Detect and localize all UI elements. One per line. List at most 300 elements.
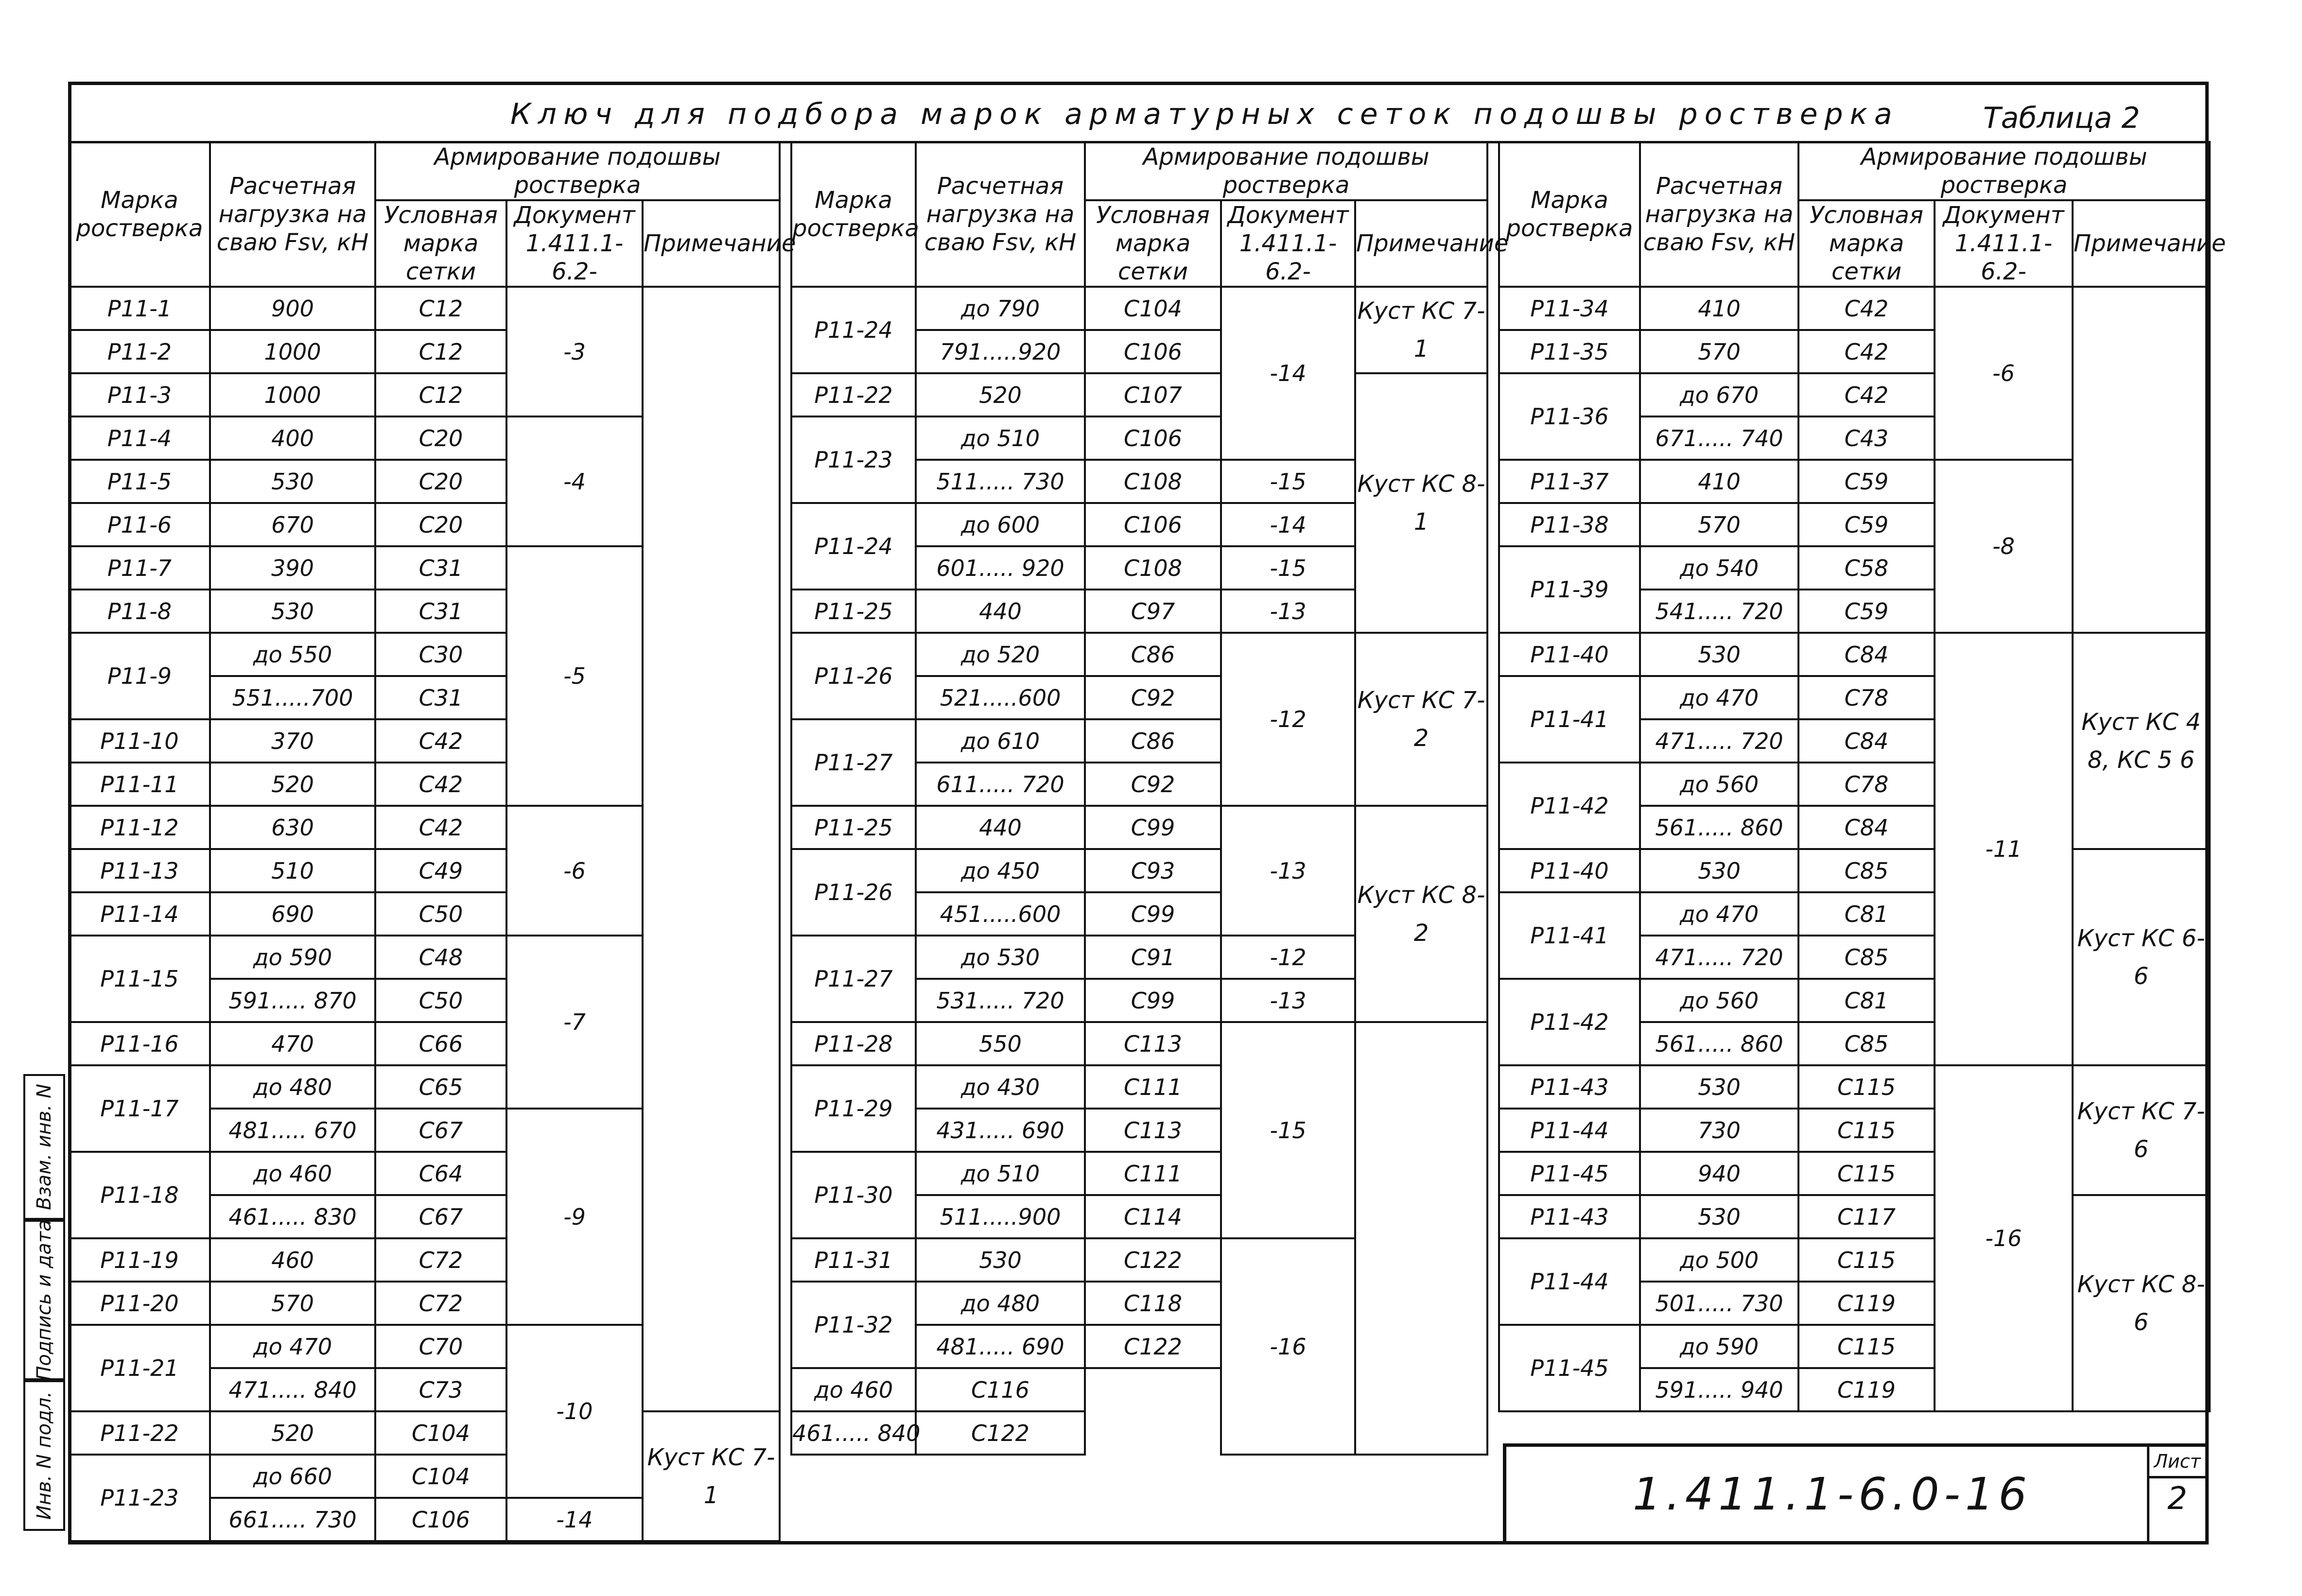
cell-load: до 430 [916, 1065, 1085, 1109]
cell-mark: Р11-12 [69, 806, 210, 849]
cell-note: Куст КС 8-2 [1355, 806, 1487, 1022]
cell-mark: Р11-4 [69, 416, 210, 460]
cell-mark: Р11-27 [791, 936, 916, 1022]
cell-doc: -14 [1221, 503, 1355, 546]
cell-load: 671..... 740 [1640, 416, 1798, 460]
table-row [791, 1022, 1487, 1065]
cell-doc: -14 [1221, 287, 1355, 460]
header-mark: Марка ростверка [791, 142, 916, 287]
cell-mesh: С113 [1085, 1109, 1221, 1152]
cell-doc: -8 [1935, 460, 2073, 633]
cell-mark: Р11-10 [69, 719, 210, 763]
cell-mark: Р11-25 [791, 590, 916, 633]
table-row [1499, 633, 2210, 676]
cell-mark: Р11-1 [69, 287, 210, 330]
cell-mark: Р11-9 [69, 633, 210, 719]
cell-mark: Р11-45 [1499, 1325, 1640, 1411]
cell-mark: Р11-8 [69, 590, 210, 633]
cell-doc: -10 [506, 1325, 643, 1498]
cell-load: до 510 [916, 416, 1085, 460]
cell-load: 440 [916, 806, 1085, 849]
cell-doc: -3 [506, 287, 643, 416]
cell-note: Куст КС 6-6 [2073, 849, 2210, 1065]
cell-doc: -9 [506, 1109, 643, 1325]
table-number: Таблица 2 [1983, 101, 2140, 135]
cell-mark: Р11-17 [69, 1065, 210, 1152]
cell-mesh: С113 [1085, 1022, 1221, 1065]
cell-load: 471..... 720 [1640, 719, 1798, 763]
cell-load: до 530 [916, 936, 1085, 979]
cell-load: 511.....900 [916, 1195, 1085, 1238]
cell-load: 1000 [210, 373, 375, 416]
cell-load: 630 [210, 806, 375, 849]
cell-mark: Р11-26 [791, 849, 916, 936]
cell-mesh: С104 [375, 1455, 506, 1498]
cell-mark: Р11-18 [69, 1152, 210, 1238]
cell-mesh: С86 [1085, 633, 1221, 676]
cell-mark: Р11-40 [1499, 633, 1640, 676]
cell-mesh: С42 [1798, 373, 1935, 416]
cell-load: 451.....600 [916, 892, 1085, 936]
header-doc: Документ 1.411.1-6.2- [506, 200, 643, 287]
cell-load: 431..... 690 [916, 1109, 1085, 1152]
cell-doc: -13 [1221, 590, 1355, 633]
cell-note [1355, 1022, 1487, 1455]
cell-mark: Р11-23 [791, 416, 916, 503]
cell-load: 460 [210, 1238, 375, 1282]
cell-load: 471..... 840 [210, 1368, 375, 1411]
cell-mesh: С107 [1085, 373, 1221, 416]
table-row [791, 287, 1487, 330]
cell-mark: Р11-27 [791, 719, 916, 806]
cell-mesh: С119 [1798, 1368, 1935, 1411]
cell-load: 530 [210, 590, 375, 633]
cell-mesh: С115 [1798, 1065, 1935, 1109]
side-label: Подпись и дата [33, 1219, 55, 1381]
cell-mesh: С118 [1085, 1282, 1221, 1325]
cell-load: до 460 [791, 1368, 916, 1411]
cell-load: 481..... 670 [210, 1109, 375, 1152]
cell-mesh: С70 [375, 1325, 506, 1368]
cell-load: 520 [210, 763, 375, 806]
header-note: Примечание [2073, 200, 2210, 287]
cell-mesh: С84 [1798, 719, 1935, 763]
cell-mesh: С12 [375, 287, 506, 330]
cell-mark: Р11-11 [69, 763, 210, 806]
cell-load: 470 [210, 1022, 375, 1065]
cell-doc: -13 [1221, 979, 1355, 1022]
cell-load: 591..... 870 [210, 979, 375, 1022]
cell-mark: Р11-15 [69, 936, 210, 1022]
sheet-number: 2 [2167, 1481, 2187, 1517]
cell-load: 730 [1640, 1109, 1798, 1152]
header-load: Расчетная нагрузка на сваю Fsv, кН [916, 142, 1085, 287]
table-row [791, 806, 1487, 849]
cell-load: до 560 [1640, 763, 1798, 806]
cell-mesh: С72 [375, 1238, 506, 1282]
header-mark: Марка ростверка [1499, 142, 1640, 287]
cell-load: 531..... 720 [916, 979, 1085, 1022]
cell-mark: Р11-43 [1499, 1065, 1640, 1109]
cell-mark: Р11-44 [1499, 1109, 1640, 1152]
cell-mark: Р11-39 [1499, 546, 1640, 633]
cell-mark: Р11-16 [69, 1022, 210, 1065]
cell-load: 530 [1640, 1195, 1798, 1238]
cell-mesh: С99 [1085, 806, 1221, 849]
cell-mark: Р11-44 [1499, 1238, 1640, 1325]
cell-mesh: С115 [1798, 1109, 1935, 1152]
cell-mark: Р11-35 [1499, 330, 1640, 373]
cell-load: до 510 [916, 1152, 1085, 1195]
cell-mesh: С111 [1085, 1152, 1221, 1195]
cell-mesh: С48 [375, 936, 506, 979]
cell-mesh: С20 [375, 416, 506, 460]
side-cell-replace [23, 1074, 65, 1220]
cell-load: 530 [1640, 849, 1798, 892]
cell-note: Куст КС 7-2 [1355, 633, 1487, 806]
cell-mesh: С59 [1798, 460, 1935, 503]
cell-mesh: С108 [1085, 546, 1221, 590]
cell-mesh: С106 [375, 1498, 506, 1541]
cell-doc: -5 [506, 546, 643, 806]
cell-load: до 600 [916, 503, 1085, 546]
cell-mesh: С104 [375, 1411, 506, 1455]
cell-mesh: С85 [1798, 936, 1935, 979]
header-doc: Документ 1.411.1-6.2- [1221, 200, 1355, 287]
cell-mesh: С42 [1798, 330, 1935, 373]
cell-mark: Р11-21 [69, 1325, 210, 1411]
cell-load: до 480 [916, 1282, 1085, 1325]
cell-load: до 560 [1640, 979, 1798, 1022]
cell-mesh: С81 [1798, 892, 1935, 936]
cell-load: 520 [210, 1411, 375, 1455]
header-note: Примечание [1355, 200, 1487, 287]
cell-mark: Р11-32 [791, 1282, 916, 1368]
cell-load: 791.....920 [916, 330, 1085, 373]
cell-load: 611..... 720 [916, 763, 1085, 806]
cell-doc: -12 [1221, 633, 1355, 806]
cell-mesh: С67 [375, 1109, 506, 1152]
cell-load: до 610 [916, 719, 1085, 763]
cell-mesh: С122 [1085, 1325, 1221, 1368]
header-doc: Документ 1.411.1-6.2- [1935, 200, 2073, 287]
cell-mark: Р11-23 [69, 1455, 210, 1541]
cell-mesh: С42 [375, 719, 506, 763]
cell-doc: -16 [1935, 1065, 2073, 1411]
cell-note: Куст КС 8-1 [1355, 373, 1487, 633]
title-block [1503, 1443, 2209, 1544]
table-row [1499, 849, 2210, 892]
side-label: Взам. инв. N [33, 1084, 55, 1210]
cell-load: до 470 [210, 1325, 375, 1368]
cell-mesh: С106 [1085, 330, 1221, 373]
cell-mesh: С42 [375, 806, 506, 849]
cell-mark: Р11-25 [791, 806, 916, 849]
header-reinforcement: Армирование подошвы ростверка [375, 142, 780, 200]
cell-mark: Р11-13 [69, 849, 210, 892]
cell-mesh: С92 [1085, 676, 1221, 719]
cell-mesh: С117 [1798, 1195, 1935, 1238]
cell-mesh: С84 [1798, 806, 1935, 849]
cell-mesh: С59 [1798, 590, 1935, 633]
cell-mesh: С108 [1085, 460, 1221, 503]
cell-mesh: С31 [375, 546, 506, 590]
table-section-3 [1498, 141, 2226, 1412]
cell-mark: Р11-22 [791, 373, 916, 416]
cell-load: 591..... 940 [1640, 1368, 1798, 1411]
cell-load: 561..... 860 [1640, 806, 1798, 849]
cell-doc: -14 [506, 1498, 643, 1541]
cell-doc: -12 [1221, 936, 1355, 979]
cell-note: Куст КС 8-6 [2073, 1195, 2210, 1411]
header-load: Расчетная нагрузка на сваю Fsv, кН [1640, 142, 1798, 287]
cell-load: 530 [916, 1238, 1085, 1282]
cell-doc: -15 [1221, 460, 1355, 503]
header-mesh: Условная марка сетки [1798, 200, 1935, 287]
cell-mesh: С78 [1798, 676, 1935, 719]
cell-mesh: С31 [375, 590, 506, 633]
cell-doc: -7 [506, 936, 643, 1109]
cell-mesh: С85 [1798, 1022, 1935, 1065]
table-section-1 [68, 141, 796, 1542]
table-row [791, 633, 1487, 676]
cell-mark: Р11-26 [791, 633, 916, 719]
cell-mark: Р11-36 [1499, 373, 1640, 460]
cell-load: 570 [1640, 503, 1798, 546]
sheet-label: Лист [2149, 1447, 2205, 1478]
cell-mesh: С50 [375, 892, 506, 936]
cell-mesh: С31 [375, 676, 506, 719]
cell-load: 461..... 830 [210, 1195, 375, 1238]
cell-note: Куст КС 4 8, КС 5 6 [2073, 633, 2210, 849]
cell-mark: Р11-20 [69, 1282, 210, 1325]
cell-mesh: С81 [1798, 979, 1935, 1022]
cell-mesh: С99 [1085, 979, 1221, 1022]
cell-mark: Р11-14 [69, 892, 210, 936]
cell-mesh: С97 [1085, 590, 1221, 633]
cell-mark: Р11-45 [1499, 1152, 1640, 1195]
cell-load: 400 [210, 416, 375, 460]
cell-mesh: С114 [1085, 1195, 1221, 1238]
cell-load: до 790 [916, 287, 1085, 330]
cell-load: 521.....600 [916, 676, 1085, 719]
cell-mark: Р11-5 [69, 460, 210, 503]
cell-load: 440 [916, 590, 1085, 633]
cell-mark: Р11-3 [69, 373, 210, 416]
sheet-box [2147, 1447, 2205, 1541]
cell-load: 390 [210, 546, 375, 590]
cell-load: до 590 [210, 936, 375, 979]
document-code: 1.411.1-6.0-16 [1633, 1468, 2032, 1520]
cell-mesh: С72 [375, 1282, 506, 1325]
cell-mark: Р11-24 [791, 287, 916, 373]
cell-note [643, 287, 780, 1411]
cell-mesh: С12 [375, 373, 506, 416]
cell-mesh: С43 [1798, 416, 1935, 460]
header-mesh: Условная марка сетки [1085, 200, 1221, 287]
cell-doc: -16 [1221, 1238, 1355, 1455]
cell-mesh: С59 [1798, 503, 1935, 546]
header-mark: Марка ростверка [69, 142, 210, 287]
cell-mark: Р11-42 [1499, 763, 1640, 849]
cell-load: 570 [210, 1282, 375, 1325]
table-row [791, 373, 1487, 416]
header-reinforcement: Армирование подошвы ростверка [1085, 142, 1487, 200]
cell-mesh: С122 [1085, 1238, 1221, 1282]
cell-load: до 550 [210, 633, 375, 676]
cell-load: до 520 [916, 633, 1085, 676]
cell-load: до 590 [1640, 1325, 1798, 1368]
cell-mesh: С78 [1798, 763, 1935, 806]
cell-mark: Р11-29 [791, 1065, 916, 1152]
cell-mesh: С119 [1798, 1282, 1935, 1325]
cell-load: до 540 [1640, 546, 1798, 590]
header-note: Примечание [643, 200, 780, 287]
cell-mesh: С42 [375, 763, 506, 806]
table-row [69, 287, 780, 330]
cell-mark: Р11-41 [1499, 676, 1640, 763]
cell-mark: Р11-40 [1499, 849, 1640, 892]
header-reinforcement: Армирование подошвы ростверка [1798, 142, 2210, 200]
cell-load: 551.....700 [210, 676, 375, 719]
cell-mesh: С20 [375, 503, 506, 546]
cell-doc: -15 [1221, 1022, 1355, 1238]
cell-mesh: С111 [1085, 1065, 1221, 1109]
cell-doc: -6 [506, 806, 643, 936]
cell-mesh: С86 [1085, 719, 1221, 763]
cell-load: до 450 [916, 849, 1085, 892]
cell-load: 940 [1640, 1152, 1798, 1195]
cell-mark: Р11-28 [791, 1022, 916, 1065]
cell-load: 601..... 920 [916, 546, 1085, 590]
cell-load: 520 [916, 373, 1085, 416]
side-cell-sign [23, 1220, 65, 1380]
cell-doc: -6 [1935, 287, 2073, 460]
table-row [1499, 1195, 2210, 1238]
cell-mesh: С115 [1798, 1152, 1935, 1195]
cell-load: 530 [1640, 633, 1798, 676]
cell-mesh: С92 [1085, 763, 1221, 806]
cell-load: 900 [210, 287, 375, 330]
cell-load: до 670 [1640, 373, 1798, 416]
cell-load: до 470 [1640, 676, 1798, 719]
cell-load: 530 [1640, 1065, 1798, 1109]
cell-load: 530 [210, 460, 375, 503]
cell-note: Куст КС 7-1 [1355, 287, 1487, 373]
cell-mark: Р11-30 [791, 1152, 916, 1238]
cell-mesh: С20 [375, 460, 506, 503]
cell-mark: Р11-34 [1499, 287, 1640, 330]
cell-mesh: С30 [375, 633, 506, 676]
cell-load: 501..... 730 [1640, 1282, 1798, 1325]
cell-mesh: С12 [375, 330, 506, 373]
cell-load: 570 [1640, 330, 1798, 373]
cell-load: 550 [916, 1022, 1085, 1065]
cell-load: 561..... 860 [1640, 1022, 1798, 1065]
cell-mesh: С91 [1085, 936, 1221, 979]
cell-load: до 660 [210, 1455, 375, 1498]
cell-mark: Р11-31 [791, 1238, 916, 1282]
table-row [1499, 1065, 2210, 1109]
header-mesh: Условная марка сетки [375, 200, 506, 287]
cell-load: 541..... 720 [1640, 590, 1798, 633]
cell-load: 481..... 690 [916, 1325, 1085, 1368]
cell-load: 511..... 730 [916, 460, 1085, 503]
cell-load: до 500 [1640, 1238, 1798, 1282]
cell-mesh: С49 [375, 849, 506, 892]
cell-mark: Р11-43 [1499, 1195, 1640, 1238]
side-stamp [23, 1074, 65, 1531]
side-cell-inv [23, 1380, 65, 1531]
cell-note: Куст КС 7-6 [2073, 1065, 2210, 1195]
cell-load: 670 [210, 503, 375, 546]
cell-mark: Р11-19 [69, 1238, 210, 1282]
cell-load: 461..... 840 [791, 1411, 916, 1455]
page-title: Ключ для подбора марок арматурных сеток подошвы ростверка [510, 97, 1899, 131]
cell-mesh: С93 [1085, 849, 1221, 892]
cell-mark: Р11-6 [69, 503, 210, 546]
cell-mark: Р11-41 [1499, 892, 1640, 979]
cell-mark: Р11-22 [69, 1411, 210, 1455]
cell-mark: Р11-2 [69, 330, 210, 373]
cell-mark: Р11-37 [1499, 460, 1640, 503]
cell-mesh: С85 [1798, 849, 1935, 892]
cell-mesh: С73 [375, 1368, 506, 1411]
cell-mesh: С122 [916, 1411, 1085, 1455]
table-row [1499, 287, 2210, 330]
cell-mesh: С58 [1798, 546, 1935, 590]
cell-mesh: С66 [375, 1022, 506, 1065]
cell-mesh: С42 [1798, 287, 1935, 330]
cell-mark: Р11-38 [1499, 503, 1640, 546]
cell-mesh: С64 [375, 1152, 506, 1195]
cell-mark: Р11-7 [69, 546, 210, 590]
cell-doc: -15 [1221, 546, 1355, 590]
cell-load: 410 [1640, 287, 1798, 330]
cell-mesh: С67 [375, 1195, 506, 1238]
cell-load: до 480 [210, 1065, 375, 1109]
cell-load: 471..... 720 [1640, 936, 1798, 979]
cell-mesh: С99 [1085, 892, 1221, 936]
cell-doc: -4 [506, 416, 643, 546]
cell-note [2073, 287, 2210, 633]
cell-note: Куст КС 7-1 [643, 1411, 780, 1541]
side-label: Инв. N подл. [33, 1391, 55, 1520]
cell-mesh: С50 [375, 979, 506, 1022]
cell-mesh: С116 [916, 1368, 1085, 1411]
cell-doc: -13 [1221, 806, 1355, 936]
header-load: Расчетная нагрузка на сваю Fsv, кН [210, 142, 375, 287]
cell-doc: -11 [1935, 633, 2073, 1065]
table-section-2 [790, 141, 1509, 1456]
cell-mesh: С106 [1085, 416, 1221, 460]
cell-mesh: С104 [1085, 287, 1221, 330]
cell-load: до 470 [1640, 892, 1798, 936]
cell-load: 1000 [210, 330, 375, 373]
cell-mesh: С106 [1085, 503, 1221, 546]
cell-load: 661..... 730 [210, 1498, 375, 1541]
cell-mesh: С84 [1798, 633, 1935, 676]
cell-load: 690 [210, 892, 375, 936]
cell-mesh: С65 [375, 1065, 506, 1109]
table-row [69, 1411, 780, 1455]
cell-mesh: С115 [1798, 1325, 1935, 1368]
cell-mesh: С115 [1798, 1238, 1935, 1282]
cell-load: 410 [1640, 460, 1798, 503]
cell-load: до 460 [210, 1152, 375, 1195]
cell-mark: Р11-42 [1499, 979, 1640, 1065]
cell-load: 510 [210, 849, 375, 892]
